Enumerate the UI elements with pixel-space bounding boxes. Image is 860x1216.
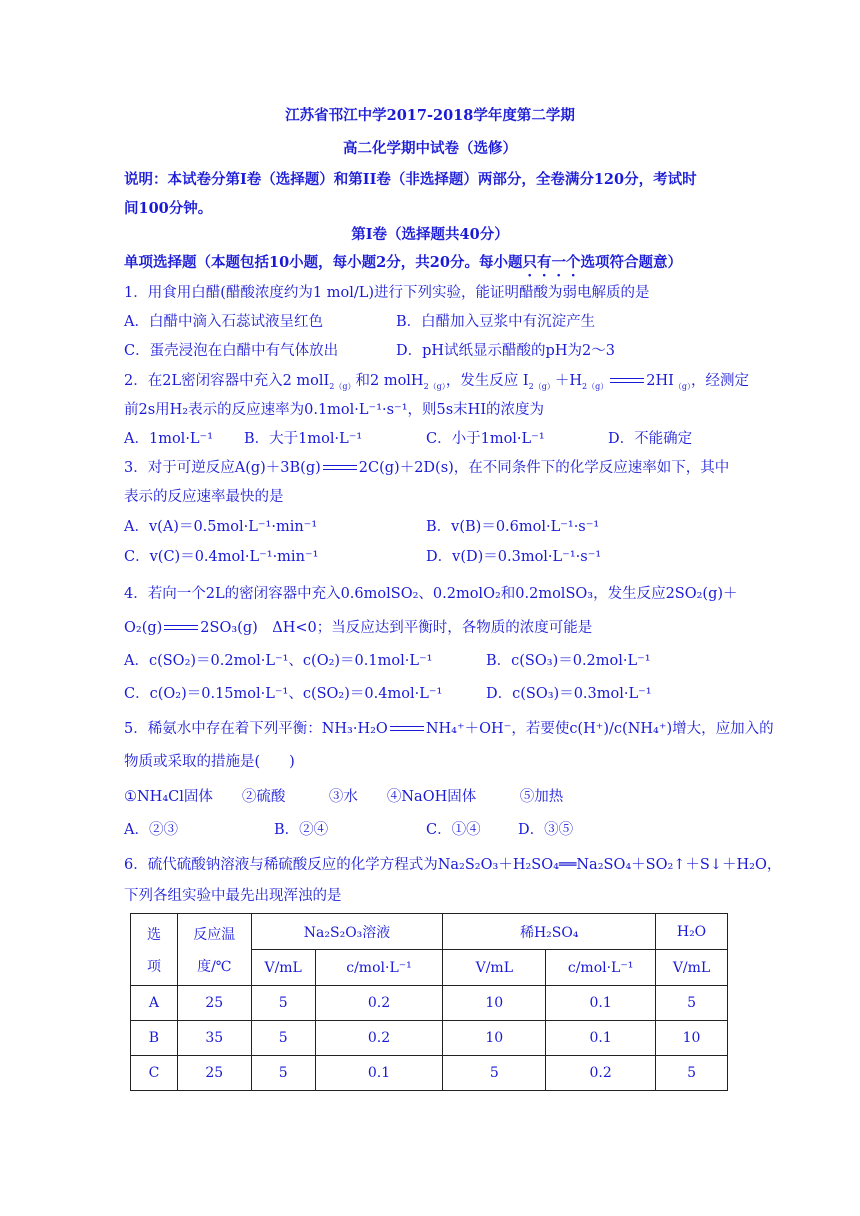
emphasis-char: 个 bbox=[565, 254, 581, 271]
q6-stem: 6．硫代硫酸钠溶液与稀硫酸反应的化学方程式为Na₂S₂O₃＋H₂SO₄══Na₂SO₄＋SO₂↑＋S↓＋H₂O， bbox=[124, 857, 782, 873]
q4-option-a: A．c(SO₂)＝0.2mol·L⁻¹、c(O₂)＝0.1mol·L⁻¹ bbox=[124, 653, 433, 669]
q5-option-b: B．②④ bbox=[274, 822, 329, 838]
table-cell: 0.2 bbox=[315, 986, 443, 1021]
subheader-volume: V/mL bbox=[656, 950, 728, 986]
q2-line2: 前2s用H₂表示的反应速率为0.1mol·L⁻¹·s⁻¹，则5s末HI的浓度为 bbox=[124, 402, 545, 418]
q4-line2-text: 2SO₃(g) ΔH<0；当反应达到平衡时，各物质的浓度可能是 bbox=[200, 620, 593, 636]
emphasis-char: 一 bbox=[551, 254, 566, 271]
q3-option-c: C．v(C)＝0.4mol·L⁻¹·min⁻¹ bbox=[124, 549, 319, 565]
table-row bbox=[131, 1021, 728, 1056]
table-cell: 0.1 bbox=[315, 1056, 443, 1091]
table-cell: A bbox=[131, 986, 178, 1021]
q3-option-d: D．v(D)＝0.3mol·L⁻¹·s⁻¹ bbox=[426, 549, 602, 565]
table-cell: 5 bbox=[443, 1056, 546, 1091]
q4-stem: 4．若向一个2L的密闭容器中充入0.6molSO₂、0.2molO₂和0.2molSO₃，发生反应2SO₂(g)＋ bbox=[124, 586, 738, 602]
exam-note-line2: 间100分钟。 bbox=[124, 200, 213, 217]
q3-option-a: A．v(A)＝0.5mol·L⁻¹·min⁻¹ bbox=[124, 519, 318, 535]
q4-option-b: B．c(SO₃)＝0.2mol·L⁻¹ bbox=[486, 653, 651, 669]
table-cell: 10 bbox=[443, 986, 546, 1021]
q5-line2: 物质或采取的措施是( ) bbox=[124, 754, 295, 770]
header-temperature: 反应温 度/℃ bbox=[177, 914, 251, 986]
q3-stem bbox=[124, 458, 729, 478]
table-header-row bbox=[131, 914, 728, 950]
exam-title: 江苏省邗江中学2017-2018学年度第二学期 bbox=[285, 107, 575, 124]
q4-option-c: C．c(O₂)＝0.15mol·L⁻¹、c(SO₂)＝0.4mol·L⁻¹ bbox=[124, 686, 443, 702]
q1-option-c: C．蛋壳浸泡在白醋中有气体放出 bbox=[124, 343, 339, 359]
section-title: 第Ⅰ卷（选择题共40分） bbox=[351, 226, 509, 243]
q2-option-a: A．1mol·L⁻¹ bbox=[124, 431, 214, 447]
instruction-text-a: 单项选择题（本题包括10小题，每小题2分，共20分。每小题 bbox=[124, 254, 523, 271]
subheader-volume: V/mL bbox=[251, 950, 315, 986]
equilibrium-arrow-icon bbox=[390, 725, 424, 733]
q3-line2: 表示的反应速率最快的是 bbox=[124, 489, 284, 505]
q1-option-a: A．白醋中滴入石蕊试液呈红色 bbox=[124, 314, 323, 330]
header-h2o: H₂O bbox=[656, 914, 728, 950]
q5-option-a: A．②③ bbox=[124, 822, 178, 838]
q2-subscript: 2（g） bbox=[528, 381, 555, 391]
table-cell: 25 bbox=[177, 986, 251, 1021]
header-na2s2o3: Na₂S₂O₃溶液 bbox=[251, 914, 443, 950]
q3-option-b: B．v(B)＝0.6mol·L⁻¹·s⁻¹ bbox=[426, 519, 600, 535]
table-row bbox=[131, 986, 728, 1021]
instruction-text-b: 选项符合题意） bbox=[580, 254, 682, 271]
table-cell: 5 bbox=[251, 1056, 315, 1091]
q2-option-c: C．小于1mol·L⁻¹ bbox=[426, 431, 545, 447]
table-cell: 10 bbox=[656, 1021, 728, 1056]
table-row bbox=[131, 1056, 728, 1091]
q6-line2: 下列各组实验中最先出现浑浊的是 bbox=[124, 888, 342, 904]
q5-stem bbox=[124, 719, 774, 739]
emphasis-char: 只 bbox=[522, 254, 537, 271]
emphasis-char: 有 bbox=[536, 254, 552, 271]
table-cell: 5 bbox=[251, 1021, 315, 1056]
table-cell: 0.1 bbox=[546, 986, 656, 1021]
q2-stem bbox=[124, 371, 749, 397]
header-h2so4: 稀H₂SO₄ bbox=[443, 914, 656, 950]
table-cell: 5 bbox=[656, 986, 728, 1021]
subheader-concentration: c/mol·L⁻¹ bbox=[315, 950, 443, 986]
q4-line2-text: O₂(g) bbox=[124, 620, 163, 636]
table-cell: B bbox=[131, 1021, 178, 1056]
table-cell: 35 bbox=[177, 1021, 251, 1056]
q1-stem: 1．用食用白醋(醋酸浓度约为1 mol/L)进行下列实验，能证明醋酸为弱电解质的是 bbox=[124, 285, 650, 301]
experiment-table bbox=[130, 913, 728, 1091]
q2-subscript: （g） bbox=[673, 381, 691, 391]
table-cell: 0.1 bbox=[546, 1021, 656, 1056]
q2-stem-text: ＋H bbox=[554, 373, 583, 389]
q5-stem-text: 5．稀氨水中存在着下列平衡：NH₃·H₂O bbox=[124, 721, 388, 737]
subheader-volume: V/mL bbox=[443, 950, 546, 986]
q2-stem-text: ，发生反应 I bbox=[445, 373, 529, 389]
q5-options: ①NH₄Cl固体 ②硫酸 ③水 ④NaOH固体 ⑤加热 bbox=[124, 789, 564, 805]
subheader-concentration: c/mol·L⁻¹ bbox=[546, 950, 656, 986]
q2-stem-text: 2HI bbox=[646, 373, 674, 389]
table-cell: 10 bbox=[443, 1021, 546, 1056]
q2-option-b: B．大于1mol·L⁻¹ bbox=[244, 431, 363, 447]
exam-subtitle: 高二化学期中试卷（选修） bbox=[343, 140, 517, 157]
q1-option-b: B．白醋加入豆浆中有沉淀产生 bbox=[396, 314, 596, 330]
table-cell: 5 bbox=[251, 986, 315, 1021]
q2-stem-text: 和2 molH bbox=[355, 373, 424, 389]
q1-option-d: D．pH试纸显示醋酸的pH为2～3 bbox=[396, 343, 615, 359]
equilibrium-arrow-icon bbox=[323, 464, 357, 472]
q5-option-c: C．①④ bbox=[426, 822, 481, 838]
q3-stem-text: 3．对于可逆反应A(g)＋3B(g) bbox=[124, 460, 321, 476]
header-option: 选 项 bbox=[131, 914, 178, 986]
table-cell: 0.2 bbox=[315, 1021, 443, 1056]
table-cell: 5 bbox=[656, 1056, 728, 1091]
q2-option-d: D．不能确定 bbox=[608, 431, 693, 447]
q4-option-d: D．c(SO₃)＝0.3mol·L⁻¹ bbox=[486, 686, 652, 702]
table-cell: 25 bbox=[177, 1056, 251, 1091]
q2-subscript: 2（g） bbox=[329, 381, 356, 391]
equilibrium-arrow-icon bbox=[164, 624, 198, 632]
table-cell: C bbox=[131, 1056, 178, 1091]
exam-note-line1: 说明：本试卷分第Ⅰ卷（选择题）和第II卷（非选择题）两部分，全卷满分120分，考试时 bbox=[124, 171, 697, 188]
q3-stem-text: 2C(g)＋2D(s)，在不同条件下的化学反应速率如下，其中 bbox=[358, 460, 730, 476]
q5-option-d: D．③⑤ bbox=[518, 822, 574, 838]
q2-stem-text: ，经测定 bbox=[690, 373, 749, 389]
q5-stem-text: NH₄⁺＋OH⁻，若要使c(H⁺)/c(NH₄⁺)增大，应加入的 bbox=[425, 721, 774, 737]
q2-stem-text: 2．在2L密闭容器中充入2 molI bbox=[124, 373, 330, 389]
q4-line2 bbox=[124, 618, 592, 638]
q2-subscript: 2（g） bbox=[423, 381, 446, 391]
section-instruction bbox=[124, 253, 682, 273]
equilibrium-arrow-icon bbox=[610, 377, 644, 385]
table-cell: 0.2 bbox=[546, 1056, 656, 1091]
q2-subscript: 2（g） bbox=[582, 381, 609, 391]
